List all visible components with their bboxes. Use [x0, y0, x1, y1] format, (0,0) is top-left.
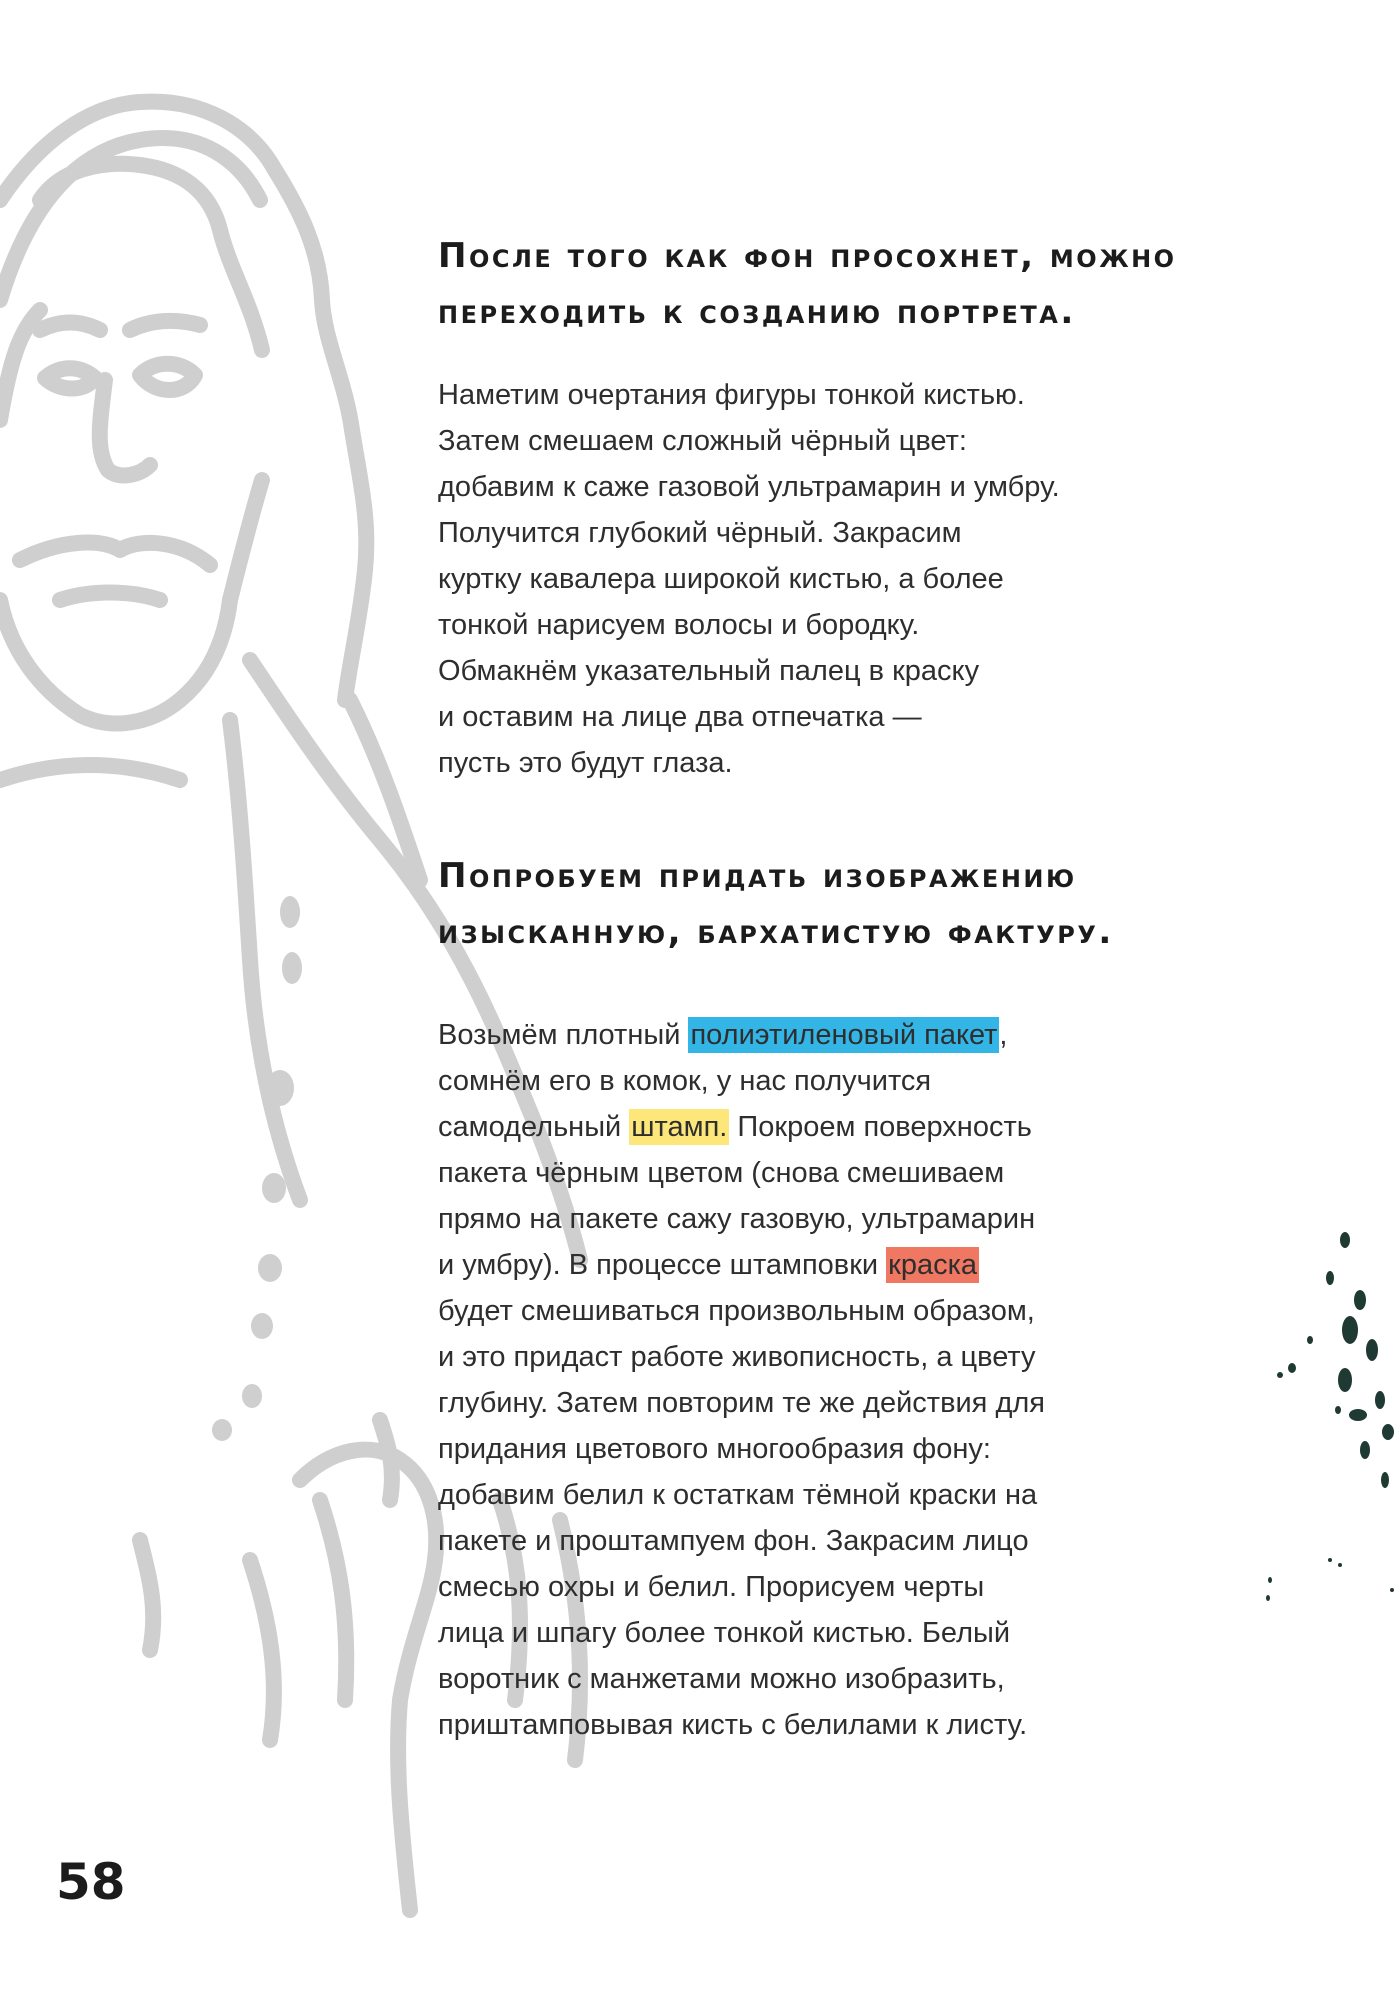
- page-number: 58: [56, 1853, 126, 1911]
- paragraph-2-text: Покроем поверхность пакета чёрным цветом (снова смешиваем прямо на пакете сажу газовую, ультрамарин и умбру). В процессе штамповки: [438, 1111, 1036, 1281]
- paragraph-2-text: Возьмём плотный: [438, 1019, 689, 1051]
- highlight-red: краска: [888, 1249, 978, 1281]
- section-heading-2: Попробуем придать изображению изысканную, бархатистую фактуру.: [438, 856, 1114, 952]
- highlight-blue: полиэтиленовый пакет: [690, 1019, 998, 1051]
- paragraph-2-text: , сомнём его в комок, у нас получится самодельный: [438, 1019, 1008, 1143]
- highlight-yellow: штамп.: [631, 1111, 728, 1143]
- paragraph-2-text: будет смешиваться произвольным образом, и это придаст работе живописность, а цвету глубину. Затем повторим те же действия для придания цветового многообразия фону: добавим белил к остаткам тёмной краски на пакете и проштампуем фон. Закрасим лицо смесью охры и белил. Прорисуем черты лица и шпагу более тонкой кистью. Белый воротник с манжетами можно изобразить, приштамповывая кисть с белилами к листу.: [438, 1295, 1045, 1741]
- paragraph-2: [438, 1012, 1198, 1748]
- section-heading-1: После того как фон просохнет, можно переходить к созданию портрета.: [438, 236, 1177, 332]
- text-column: [438, 228, 1198, 1748]
- paragraph-1: Наметим очертания фигуры тонкой кистью. Затем смешаем сложный чёрный цвет: добавим к саже газовой ультрамарин и умбру. Получится глубокий чёрный. Закрасим куртку кавалера широкой кистью, а более тонкой нарисуем волосы и бородку. Обмакнём указательный палец в краску и оставим на лице два отпечатка — пусть это будут глаза.: [438, 379, 1060, 779]
